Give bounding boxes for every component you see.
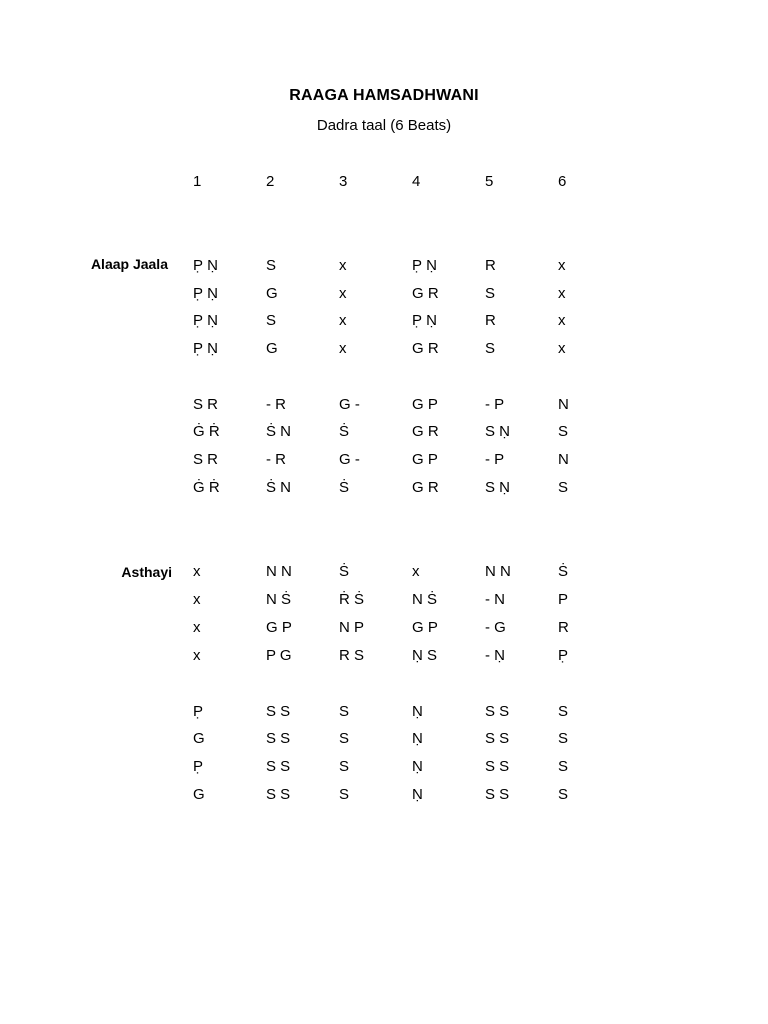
note-cell: R [485, 257, 496, 274]
note-cell: S [339, 730, 350, 747]
note-cell: S S [266, 786, 291, 803]
note-cell: x [193, 563, 201, 580]
note-cell: S Ṇ [485, 423, 511, 440]
note-cell: P̣ [193, 758, 204, 775]
note-cell: P̣ Ṇ [412, 257, 438, 274]
note-cell: x [558, 285, 566, 302]
note-cell: x [339, 285, 347, 302]
note-cell: G - [339, 396, 360, 413]
notation-row [0, 757, 768, 777]
note-cell: G R [412, 479, 439, 496]
note-cell: N Ṡ [412, 591, 438, 608]
note-cell: R [558, 619, 569, 636]
note-cell: x [412, 563, 420, 580]
note-cell: G P [412, 396, 438, 413]
note-cell: S [266, 257, 277, 274]
note-cell: x [339, 312, 347, 329]
note-cell: G R [412, 423, 439, 440]
note-cell: x [339, 257, 347, 274]
note-cell: N P [339, 619, 365, 636]
note-cell: S [339, 786, 350, 803]
note-cell: S S [485, 730, 510, 747]
note-cell: Ṡ N [266, 479, 292, 496]
note-cell: G P [266, 619, 292, 636]
beat-number: 1 [193, 173, 202, 190]
note-cell: - R [266, 451, 286, 468]
note-cell: G [193, 730, 205, 747]
notation-row [0, 284, 768, 304]
note-cell: Ṡ [339, 479, 350, 496]
note-cell: S [339, 703, 350, 720]
note-cell: Ṇ [412, 758, 423, 775]
note-cell: S Ṇ [485, 479, 511, 496]
note-cell: N Ṡ [266, 591, 292, 608]
notation-row [0, 646, 768, 666]
note-cell: Ṙ Ṡ [339, 591, 365, 608]
notation-row [0, 478, 768, 498]
note-cell: G R [412, 340, 439, 357]
note-cell: G [266, 285, 278, 302]
note-cell: G [266, 340, 278, 357]
note-cell: - P [485, 396, 505, 413]
note-cell: G [193, 786, 205, 803]
note-cell: S S [266, 703, 291, 720]
beat-number: 2 [266, 173, 275, 190]
note-cell: G P [412, 619, 438, 636]
note-cell: Ġ Ṙ [193, 479, 220, 496]
note-cell: S [558, 786, 569, 803]
note-cell: x [558, 257, 566, 274]
note-cell: Ṡ [339, 563, 350, 580]
section-label-asthayi: Asthayi [121, 564, 172, 580]
note-cell: - G [485, 619, 506, 636]
note-cell: P̣ Ṇ [193, 312, 219, 329]
notation-row [0, 729, 768, 749]
note-cell: S S [485, 703, 510, 720]
note-cell: x [193, 591, 201, 608]
note-cell: P̣ Ṇ [193, 285, 219, 302]
note-cell: x [193, 647, 201, 664]
note-cell: S [339, 758, 350, 775]
note-cell: R S [339, 647, 365, 664]
note-cell: N N [266, 563, 292, 580]
section-label-alaap-jaala: Alaap Jaala [90, 256, 168, 272]
note-cell: - R [266, 396, 286, 413]
note-cell: S S [266, 730, 291, 747]
notation-row [0, 785, 768, 805]
note-cell: Ṇ [412, 730, 423, 747]
page-subtitle: Dadra taal (6 Beats) [316, 117, 452, 134]
note-cell: G P [412, 451, 438, 468]
note-cell: S [485, 285, 496, 302]
page-title: RAAGA HAMSADHWANI [289, 87, 479, 104]
note-cell: Ṡ [558, 563, 569, 580]
note-cell: P̣ [558, 647, 569, 664]
note-cell: x [193, 619, 201, 636]
note-cell: S S [266, 758, 291, 775]
note-cell: - P [485, 451, 505, 468]
beat-header-row [0, 172, 768, 192]
note-cell: - Ṇ [485, 647, 505, 664]
note-cell: S [558, 423, 569, 440]
notation-row [0, 395, 768, 415]
note-cell: S S [485, 786, 510, 803]
note-cell: S [558, 758, 569, 775]
note-cell: P̣ Ṇ [193, 340, 219, 357]
note-cell: P G [266, 647, 292, 664]
note-cell: x [558, 312, 566, 329]
note-cell: Ṡ [339, 423, 350, 440]
notation-row [0, 450, 768, 470]
note-cell: P [558, 591, 569, 608]
notation-row [0, 562, 768, 582]
notation-row [0, 590, 768, 610]
note-cell: S [266, 312, 277, 329]
note-cell: x [558, 340, 566, 357]
note-cell: S [558, 479, 569, 496]
note-cell: R [485, 312, 496, 329]
notation-row [0, 311, 768, 331]
note-cell: P̣ Ṇ [193, 257, 219, 274]
note-cell: P̣ Ṇ [412, 312, 438, 329]
note-cell: N [558, 451, 569, 468]
beat-number: 3 [339, 173, 348, 190]
notation-row [0, 702, 768, 722]
note-cell: S R [193, 396, 219, 413]
notation-row [0, 339, 768, 359]
beat-number: 6 [558, 173, 567, 190]
note-cell: S [558, 703, 569, 720]
note-cell: N [558, 396, 569, 413]
beat-number: 4 [412, 173, 421, 190]
note-cell: Ṇ [412, 703, 423, 720]
note-cell: S S [485, 758, 510, 775]
note-cell: S R [193, 451, 219, 468]
beat-number: 5 [485, 173, 494, 190]
note-cell: S [558, 730, 569, 747]
note-cell: G R [412, 285, 439, 302]
notation-row [0, 256, 768, 276]
notation-row [0, 618, 768, 638]
note-cell: G - [339, 451, 360, 468]
note-cell: Ġ Ṙ [193, 423, 220, 440]
note-cell: - N [485, 591, 505, 608]
note-cell: x [339, 340, 347, 357]
note-cell: Ṇ [412, 786, 423, 803]
notation-row [0, 422, 768, 442]
note-cell: S [485, 340, 496, 357]
note-cell: P̣ [193, 703, 204, 720]
note-cell: Ṇ S [412, 647, 438, 664]
note-cell: N N [485, 563, 511, 580]
note-cell: Ṡ N [266, 423, 292, 440]
